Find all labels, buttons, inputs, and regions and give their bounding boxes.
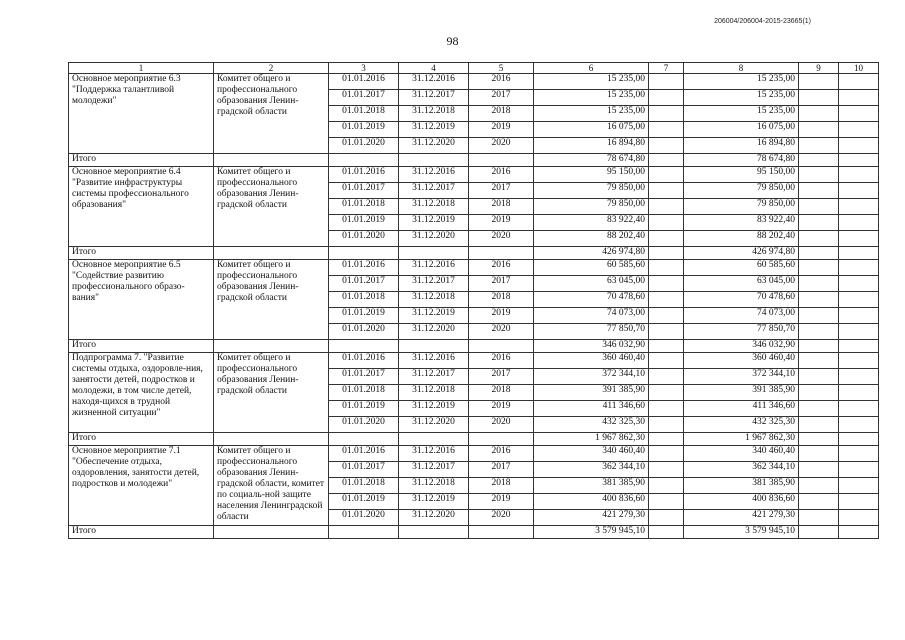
amount-total: 16 894,80 bbox=[534, 138, 649, 154]
end-date: 31.12.2020 bbox=[399, 138, 469, 154]
amount-regional: 16 075,00 bbox=[684, 122, 799, 138]
amount-regional: 15 235,00 bbox=[684, 106, 799, 122]
amount-regional: 88 202,40 bbox=[684, 231, 799, 247]
col10 bbox=[839, 510, 879, 526]
start-date: 01.01.2018 bbox=[329, 385, 399, 401]
col9 bbox=[799, 122, 839, 138]
total-amount: 346 032,90 bbox=[534, 340, 649, 353]
amount-total: 16 075,00 bbox=[534, 122, 649, 138]
end-date: 31.12.2019 bbox=[399, 122, 469, 138]
amount-total: 15 235,00 bbox=[534, 90, 649, 106]
empty bbox=[469, 433, 534, 446]
year: 2018 bbox=[469, 385, 534, 401]
header-cell: 4 bbox=[399, 63, 469, 74]
end-date: 31.12.2019 bbox=[399, 401, 469, 417]
col7 bbox=[649, 446, 684, 462]
col7 bbox=[649, 90, 684, 106]
amount-total: 400 836,60 bbox=[534, 494, 649, 510]
col9 bbox=[799, 231, 839, 247]
year: 2019 bbox=[469, 494, 534, 510]
year: 2016 bbox=[469, 446, 534, 462]
col7 bbox=[649, 510, 684, 526]
amount-regional: 362 344,10 bbox=[684, 462, 799, 478]
year: 2019 bbox=[469, 122, 534, 138]
col10 bbox=[839, 478, 879, 494]
col10 bbox=[839, 199, 879, 215]
col7 bbox=[649, 353, 684, 369]
col10 bbox=[839, 417, 879, 433]
end-date: 31.12.2018 bbox=[399, 478, 469, 494]
amount-total: 79 850,00 bbox=[534, 199, 649, 215]
table-row bbox=[69, 74, 879, 90]
col7 bbox=[649, 276, 684, 292]
end-date: 31.12.2020 bbox=[399, 510, 469, 526]
amount-regional: 15 235,00 bbox=[684, 90, 799, 106]
start-date: 01.01.2017 bbox=[329, 90, 399, 106]
end-date: 31.12.2019 bbox=[399, 215, 469, 231]
col10 bbox=[839, 324, 879, 340]
amount-regional: 421 279,30 bbox=[684, 510, 799, 526]
end-date: 31.12.2016 bbox=[399, 167, 469, 183]
total-amount-regional: 1 967 862,30 bbox=[684, 433, 799, 446]
start-date: 01.01.2016 bbox=[329, 74, 399, 90]
year: 2016 bbox=[469, 74, 534, 90]
amount-total: 60 585,60 bbox=[534, 260, 649, 276]
end-date: 31.12.2020 bbox=[399, 324, 469, 340]
end-date: 31.12.2020 bbox=[399, 231, 469, 247]
empty bbox=[329, 433, 399, 446]
empty bbox=[799, 247, 839, 260]
col10 bbox=[839, 183, 879, 199]
amount-regional: 400 836,60 bbox=[684, 494, 799, 510]
activity-name: Основное мероприятие 6.3 "Поддержка талантливой молодежи" bbox=[69, 74, 214, 154]
empty bbox=[469, 340, 534, 353]
start-date: 01.01.2018 bbox=[329, 478, 399, 494]
empty bbox=[799, 154, 839, 167]
end-date: 31.12.2017 bbox=[399, 276, 469, 292]
amount-total: 77 850,70 bbox=[534, 324, 649, 340]
amount-regional: 391 385,90 bbox=[684, 385, 799, 401]
amount-total: 340 460,40 bbox=[534, 446, 649, 462]
col7 bbox=[649, 231, 684, 247]
amount-regional: 77 850,70 bbox=[684, 324, 799, 340]
col7 bbox=[649, 308, 684, 324]
amount-regional: 74 073,00 bbox=[684, 308, 799, 324]
col10 bbox=[839, 122, 879, 138]
col7 bbox=[649, 417, 684, 433]
total-amount: 426 974,80 bbox=[534, 247, 649, 260]
header-cell: 5 bbox=[469, 63, 534, 74]
empty bbox=[469, 247, 534, 260]
col10 bbox=[839, 353, 879, 369]
col7 bbox=[649, 494, 684, 510]
header-cell: 1 bbox=[69, 63, 214, 74]
col10 bbox=[839, 138, 879, 154]
executor: Комитет общего и профессионального образования Ленин-градской области bbox=[214, 167, 329, 247]
table-row bbox=[69, 260, 879, 276]
total-label: Итого bbox=[69, 247, 214, 260]
col9 bbox=[799, 417, 839, 433]
year: 2016 bbox=[469, 260, 534, 276]
total-label: Итого bbox=[69, 433, 214, 446]
col7 bbox=[649, 292, 684, 308]
start-date: 01.01.2019 bbox=[329, 215, 399, 231]
start-date: 01.01.2016 bbox=[329, 446, 399, 462]
empty bbox=[329, 526, 399, 539]
col7 bbox=[649, 106, 684, 122]
amount-regional: 381 385,90 bbox=[684, 478, 799, 494]
empty bbox=[649, 154, 684, 167]
amount-regional: 432 325,30 bbox=[684, 417, 799, 433]
end-date: 31.12.2018 bbox=[399, 199, 469, 215]
end-date: 31.12.2017 bbox=[399, 183, 469, 199]
start-date: 01.01.2017 bbox=[329, 183, 399, 199]
empty bbox=[399, 247, 469, 260]
empty bbox=[214, 247, 329, 260]
year: 2019 bbox=[469, 401, 534, 417]
col9 bbox=[799, 385, 839, 401]
col7 bbox=[649, 260, 684, 276]
col10 bbox=[839, 215, 879, 231]
end-date: 31.12.2018 bbox=[399, 106, 469, 122]
table-row bbox=[69, 446, 879, 462]
amount-regional: 15 235,00 bbox=[684, 74, 799, 90]
empty bbox=[649, 433, 684, 446]
col9 bbox=[799, 260, 839, 276]
end-date: 31.12.2017 bbox=[399, 462, 469, 478]
start-date: 01.01.2016 bbox=[329, 353, 399, 369]
col10 bbox=[839, 308, 879, 324]
total-label: Итого bbox=[69, 154, 214, 167]
year: 2019 bbox=[469, 215, 534, 231]
col9 bbox=[799, 138, 839, 154]
start-date: 01.01.2019 bbox=[329, 494, 399, 510]
total-amount-regional: 346 032,90 bbox=[684, 340, 799, 353]
total-row bbox=[69, 340, 879, 353]
amount-regional: 63 045,00 bbox=[684, 276, 799, 292]
col9 bbox=[799, 74, 839, 90]
col7 bbox=[649, 199, 684, 215]
col7 bbox=[649, 478, 684, 494]
activity-name: Основное мероприятие 7.1 "Обеспечение отдыха, оздоровления, занятости детей, подростков и молодежи" bbox=[69, 446, 214, 526]
end-date: 31.12.2016 bbox=[399, 446, 469, 462]
year: 2017 bbox=[469, 183, 534, 199]
header-cell: 2 bbox=[214, 63, 329, 74]
amount-total: 391 385,90 bbox=[534, 385, 649, 401]
empty bbox=[329, 247, 399, 260]
total-amount-regional: 78 674,80 bbox=[684, 154, 799, 167]
empty bbox=[399, 154, 469, 167]
start-date: 01.01.2020 bbox=[329, 324, 399, 340]
col9 bbox=[799, 183, 839, 199]
total-amount-regional: 426 974,80 bbox=[684, 247, 799, 260]
start-date: 01.01.2018 bbox=[329, 106, 399, 122]
year: 2018 bbox=[469, 292, 534, 308]
start-date: 01.01.2019 bbox=[329, 308, 399, 324]
end-date: 31.12.2019 bbox=[399, 308, 469, 324]
year: 2019 bbox=[469, 308, 534, 324]
col9 bbox=[799, 199, 839, 215]
amount-total: 70 478,60 bbox=[534, 292, 649, 308]
col10 bbox=[839, 74, 879, 90]
start-date: 01.01.2016 bbox=[329, 260, 399, 276]
empty bbox=[649, 247, 684, 260]
amount-total: 372 344,10 bbox=[534, 369, 649, 385]
col10 bbox=[839, 167, 879, 183]
year: 2020 bbox=[469, 417, 534, 433]
start-date: 01.01.2020 bbox=[329, 138, 399, 154]
col9 bbox=[799, 324, 839, 340]
empty bbox=[214, 340, 329, 353]
header-cell: 10 bbox=[839, 63, 879, 74]
activity-name: Подпрограмма 7. "Развитие системы отдыха, оздоровле-ния, занятости детей, подростков и молодежи, в том числе детей, находя-щихся в трудной жизненной ситуации" bbox=[69, 353, 214, 433]
col10 bbox=[839, 385, 879, 401]
year: 2020 bbox=[469, 138, 534, 154]
year: 2020 bbox=[469, 231, 534, 247]
col9 bbox=[799, 353, 839, 369]
amount-regional: 16 894,80 bbox=[684, 138, 799, 154]
end-date: 31.12.2016 bbox=[399, 74, 469, 90]
amount-regional: 95 150,00 bbox=[684, 167, 799, 183]
header-cell: 6 bbox=[534, 63, 649, 74]
col9 bbox=[799, 276, 839, 292]
start-date: 01.01.2020 bbox=[329, 510, 399, 526]
col7 bbox=[649, 369, 684, 385]
amount-regional: 79 850,00 bbox=[684, 183, 799, 199]
table-row bbox=[69, 353, 879, 369]
year: 2017 bbox=[469, 369, 534, 385]
end-date: 31.12.2018 bbox=[399, 292, 469, 308]
start-date: 01.01.2019 bbox=[329, 122, 399, 138]
col10 bbox=[839, 462, 879, 478]
empty bbox=[839, 247, 879, 260]
amount-regional: 70 478,60 bbox=[684, 292, 799, 308]
start-date: 01.01.2016 bbox=[329, 167, 399, 183]
start-date: 01.01.2020 bbox=[329, 417, 399, 433]
amount-total: 381 385,90 bbox=[534, 478, 649, 494]
total-amount: 1 967 862,30 bbox=[534, 433, 649, 446]
executor: Комитет общего и профессионального образования Ленин-градской области, комитет по социаль-ной защите населения Ленинградской области bbox=[214, 446, 329, 526]
col9 bbox=[799, 308, 839, 324]
total-label: Итого bbox=[69, 340, 214, 353]
table-body bbox=[69, 74, 879, 539]
end-date: 31.12.2016 bbox=[399, 353, 469, 369]
col7 bbox=[649, 122, 684, 138]
empty bbox=[214, 154, 329, 167]
col7 bbox=[649, 462, 684, 478]
header-cell: 3 bbox=[329, 63, 399, 74]
start-date: 01.01.2018 bbox=[329, 292, 399, 308]
total-row bbox=[69, 154, 879, 167]
empty bbox=[799, 340, 839, 353]
col10 bbox=[839, 446, 879, 462]
start-date: 01.01.2020 bbox=[329, 231, 399, 247]
empty bbox=[214, 526, 329, 539]
document-number: 206004/206004-2015-23665(1) bbox=[714, 18, 811, 25]
start-date: 01.01.2017 bbox=[329, 369, 399, 385]
amount-regional: 83 922,40 bbox=[684, 215, 799, 231]
empty bbox=[839, 433, 879, 446]
col9 bbox=[799, 167, 839, 183]
col9 bbox=[799, 292, 839, 308]
amount-total: 411 346,60 bbox=[534, 401, 649, 417]
empty bbox=[214, 433, 329, 446]
empty bbox=[469, 526, 534, 539]
year: 2017 bbox=[469, 276, 534, 292]
empty bbox=[329, 340, 399, 353]
total-amount: 78 674,80 bbox=[534, 154, 649, 167]
activity-name: Основное мероприятие 6.4 "Развитие инфраструктуры системы профессионального образования" bbox=[69, 167, 214, 247]
empty bbox=[649, 526, 684, 539]
empty bbox=[329, 154, 399, 167]
start-date: 01.01.2019 bbox=[329, 401, 399, 417]
amount-regional: 360 460,40 bbox=[684, 353, 799, 369]
col10 bbox=[839, 276, 879, 292]
end-date: 31.12.2017 bbox=[399, 90, 469, 106]
amount-regional: 411 346,60 bbox=[684, 401, 799, 417]
page-number: 98 bbox=[446, 34, 459, 48]
empty bbox=[799, 526, 839, 539]
col10 bbox=[839, 90, 879, 106]
end-date: 31.12.2016 bbox=[399, 260, 469, 276]
header-cell: 7 bbox=[649, 63, 684, 74]
col7 bbox=[649, 324, 684, 340]
end-date: 31.12.2020 bbox=[399, 417, 469, 433]
col7 bbox=[649, 74, 684, 90]
total-row bbox=[69, 433, 879, 446]
year: 2020 bbox=[469, 324, 534, 340]
col7 bbox=[649, 385, 684, 401]
col10 bbox=[839, 260, 879, 276]
empty bbox=[839, 526, 879, 539]
col7 bbox=[649, 167, 684, 183]
amount-total: 362 344,10 bbox=[534, 462, 649, 478]
col9 bbox=[799, 462, 839, 478]
empty bbox=[399, 340, 469, 353]
year: 2017 bbox=[469, 90, 534, 106]
year: 2018 bbox=[469, 199, 534, 215]
year: 2016 bbox=[469, 167, 534, 183]
col10 bbox=[839, 401, 879, 417]
col7 bbox=[649, 401, 684, 417]
amount-total: 83 922,40 bbox=[534, 215, 649, 231]
amount-total: 15 235,00 bbox=[534, 106, 649, 122]
total-row bbox=[69, 247, 879, 260]
table-row bbox=[69, 167, 879, 183]
col7 bbox=[649, 183, 684, 199]
amount-regional: 372 344,10 bbox=[684, 369, 799, 385]
header-cell: 8 bbox=[684, 63, 799, 74]
col9 bbox=[799, 478, 839, 494]
empty bbox=[399, 526, 469, 539]
amount-total: 15 235,00 bbox=[534, 74, 649, 90]
end-date: 31.12.2017 bbox=[399, 369, 469, 385]
year: 2018 bbox=[469, 106, 534, 122]
col10 bbox=[839, 292, 879, 308]
header-row bbox=[69, 63, 879, 74]
amount-total: 79 850,00 bbox=[534, 183, 649, 199]
col9 bbox=[799, 215, 839, 231]
col9 bbox=[799, 369, 839, 385]
col9 bbox=[799, 106, 839, 122]
total-amount: 3 579 945,10 bbox=[534, 526, 649, 539]
executor: Комитет общего и профессионального образования Ленин-градской области bbox=[214, 353, 329, 433]
empty bbox=[469, 154, 534, 167]
col10 bbox=[839, 231, 879, 247]
executor: Комитет общего и профессионального образования Ленин-градской области bbox=[214, 74, 329, 154]
amount-regional: 340 460,40 bbox=[684, 446, 799, 462]
amount-total: 63 045,00 bbox=[534, 276, 649, 292]
col7 bbox=[649, 215, 684, 231]
year: 2016 bbox=[469, 353, 534, 369]
amount-regional: 60 585,60 bbox=[684, 260, 799, 276]
year: 2018 bbox=[469, 478, 534, 494]
empty bbox=[839, 340, 879, 353]
amount-total: 95 150,00 bbox=[534, 167, 649, 183]
year: 2017 bbox=[469, 462, 534, 478]
year: 2020 bbox=[469, 510, 534, 526]
col9 bbox=[799, 510, 839, 526]
empty bbox=[649, 340, 684, 353]
amount-total: 74 073,00 bbox=[534, 308, 649, 324]
program-table bbox=[68, 62, 879, 539]
start-date: 01.01.2017 bbox=[329, 276, 399, 292]
col9 bbox=[799, 446, 839, 462]
empty bbox=[799, 433, 839, 446]
col10 bbox=[839, 106, 879, 122]
header-cell: 9 bbox=[799, 63, 839, 74]
amount-total: 360 460,40 bbox=[534, 353, 649, 369]
activity-name: Основное мероприятие 6.5 "Содействие развитию профессионального образо-вания" bbox=[69, 260, 214, 340]
col10 bbox=[839, 369, 879, 385]
total-label: Итого bbox=[69, 526, 214, 539]
col9 bbox=[799, 401, 839, 417]
col10 bbox=[839, 494, 879, 510]
total-amount-regional: 3 579 945,10 bbox=[684, 526, 799, 539]
executor: Комитет общего и профессионального образования Ленин-градской области bbox=[214, 260, 329, 340]
col9 bbox=[799, 90, 839, 106]
empty bbox=[839, 154, 879, 167]
amount-regional: 79 850,00 bbox=[684, 199, 799, 215]
empty bbox=[399, 433, 469, 446]
col9 bbox=[799, 494, 839, 510]
end-date: 31.12.2018 bbox=[399, 385, 469, 401]
start-date: 01.01.2017 bbox=[329, 462, 399, 478]
col7 bbox=[649, 138, 684, 154]
amount-total: 432 325,30 bbox=[534, 417, 649, 433]
amount-total: 421 279,30 bbox=[534, 510, 649, 526]
amount-total: 88 202,40 bbox=[534, 231, 649, 247]
end-date: 31.12.2019 bbox=[399, 494, 469, 510]
total-row bbox=[69, 526, 879, 539]
start-date: 01.01.2018 bbox=[329, 199, 399, 215]
